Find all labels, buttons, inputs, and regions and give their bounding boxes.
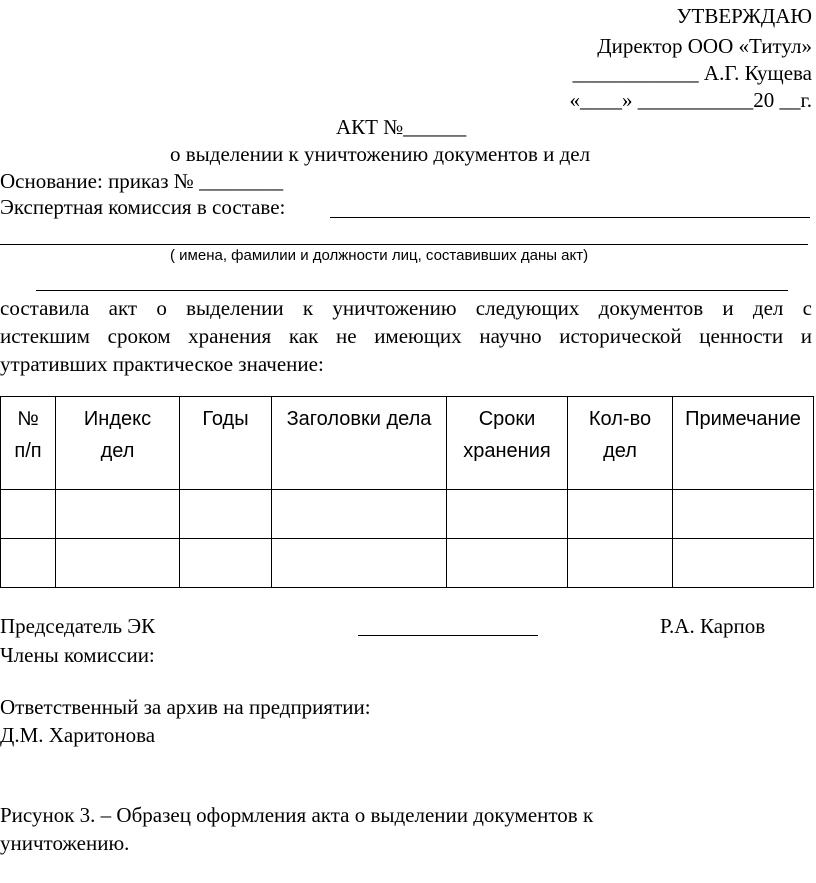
approval-heading: УТВЕРЖДАЮ — [676, 4, 812, 28]
table-cell[interactable] — [673, 539, 814, 588]
approval-date: «____» ___________20 __г. — [569, 88, 812, 112]
commission-blank-line-2 — [0, 244, 808, 245]
col-titles-header: Заголовки дела — [272, 397, 447, 490]
table-row — [1, 490, 814, 539]
members-label: Члены комиссии: — [0, 643, 155, 667]
col-number-header: № п/п — [1, 397, 56, 490]
col-index-header: Индекс дел — [56, 397, 180, 490]
col-retention-header: Сроки хранения — [447, 397, 568, 490]
act-title: АКТ №______ — [336, 115, 467, 139]
director-title: Директор ООО «Титул» — [597, 34, 812, 58]
table-cell[interactable] — [180, 539, 272, 588]
names-hint: ( имена, фамилии и должности лиц, составивших даны акт) — [170, 247, 589, 264]
documents-table — [0, 396, 814, 588]
commission-label: Экспертная комиссия в составе: — [0, 195, 286, 219]
table-header-row — [1, 397, 814, 490]
basis-line: Основание: приказ № ________ — [0, 169, 284, 193]
commission-blank-line-3 — [36, 290, 788, 291]
table-cell[interactable] — [447, 539, 568, 588]
table-cell[interactable] — [1, 539, 56, 588]
paragraph-line-3: утративших практическое значение: — [0, 352, 324, 376]
table-cell[interactable] — [56, 490, 180, 539]
table-cell[interactable] — [673, 490, 814, 539]
archive-name: Д.М. Харитонова — [0, 723, 156, 747]
table-row — [1, 539, 814, 588]
figure-caption-line-1: Рисунок 3. – Образец оформления акта о выделении документов к — [0, 803, 594, 827]
table-cell[interactable] — [568, 490, 673, 539]
table-cell[interactable] — [272, 490, 447, 539]
table-cell[interactable] — [180, 490, 272, 539]
director-signature: ____________ А.Г. Кущева — [572, 61, 812, 85]
col-note-header: Примечание — [673, 397, 814, 490]
figure-caption-line-2: уничтожению. — [0, 831, 130, 855]
commission-blank-line — [330, 217, 810, 218]
paragraph-line-1: составила акт о выделении к уничтожению следующих документов и дел с — [0, 296, 812, 320]
chairman-label: Председатель ЭК — [0, 614, 156, 638]
paragraph-line-2: истекшим сроком хранения как не имеющих научно исторической ценности и — [0, 324, 812, 348]
archive-label: Ответственный за архив на предприятии: — [0, 695, 371, 719]
chairman-name: Р.А. Карпов — [660, 614, 766, 638]
table-cell[interactable] — [1, 490, 56, 539]
table-cell[interactable] — [568, 539, 673, 588]
table-cell[interactable] — [272, 539, 447, 588]
chairman-signature-line — [358, 635, 538, 636]
col-years-header: Годы — [180, 397, 272, 490]
table-cell[interactable] — [447, 490, 568, 539]
table-cell[interactable] — [56, 539, 180, 588]
act-subtitle: о выделении к уничтожению документов и дел — [170, 142, 591, 166]
col-count-header: Кол-во дел — [568, 397, 673, 490]
